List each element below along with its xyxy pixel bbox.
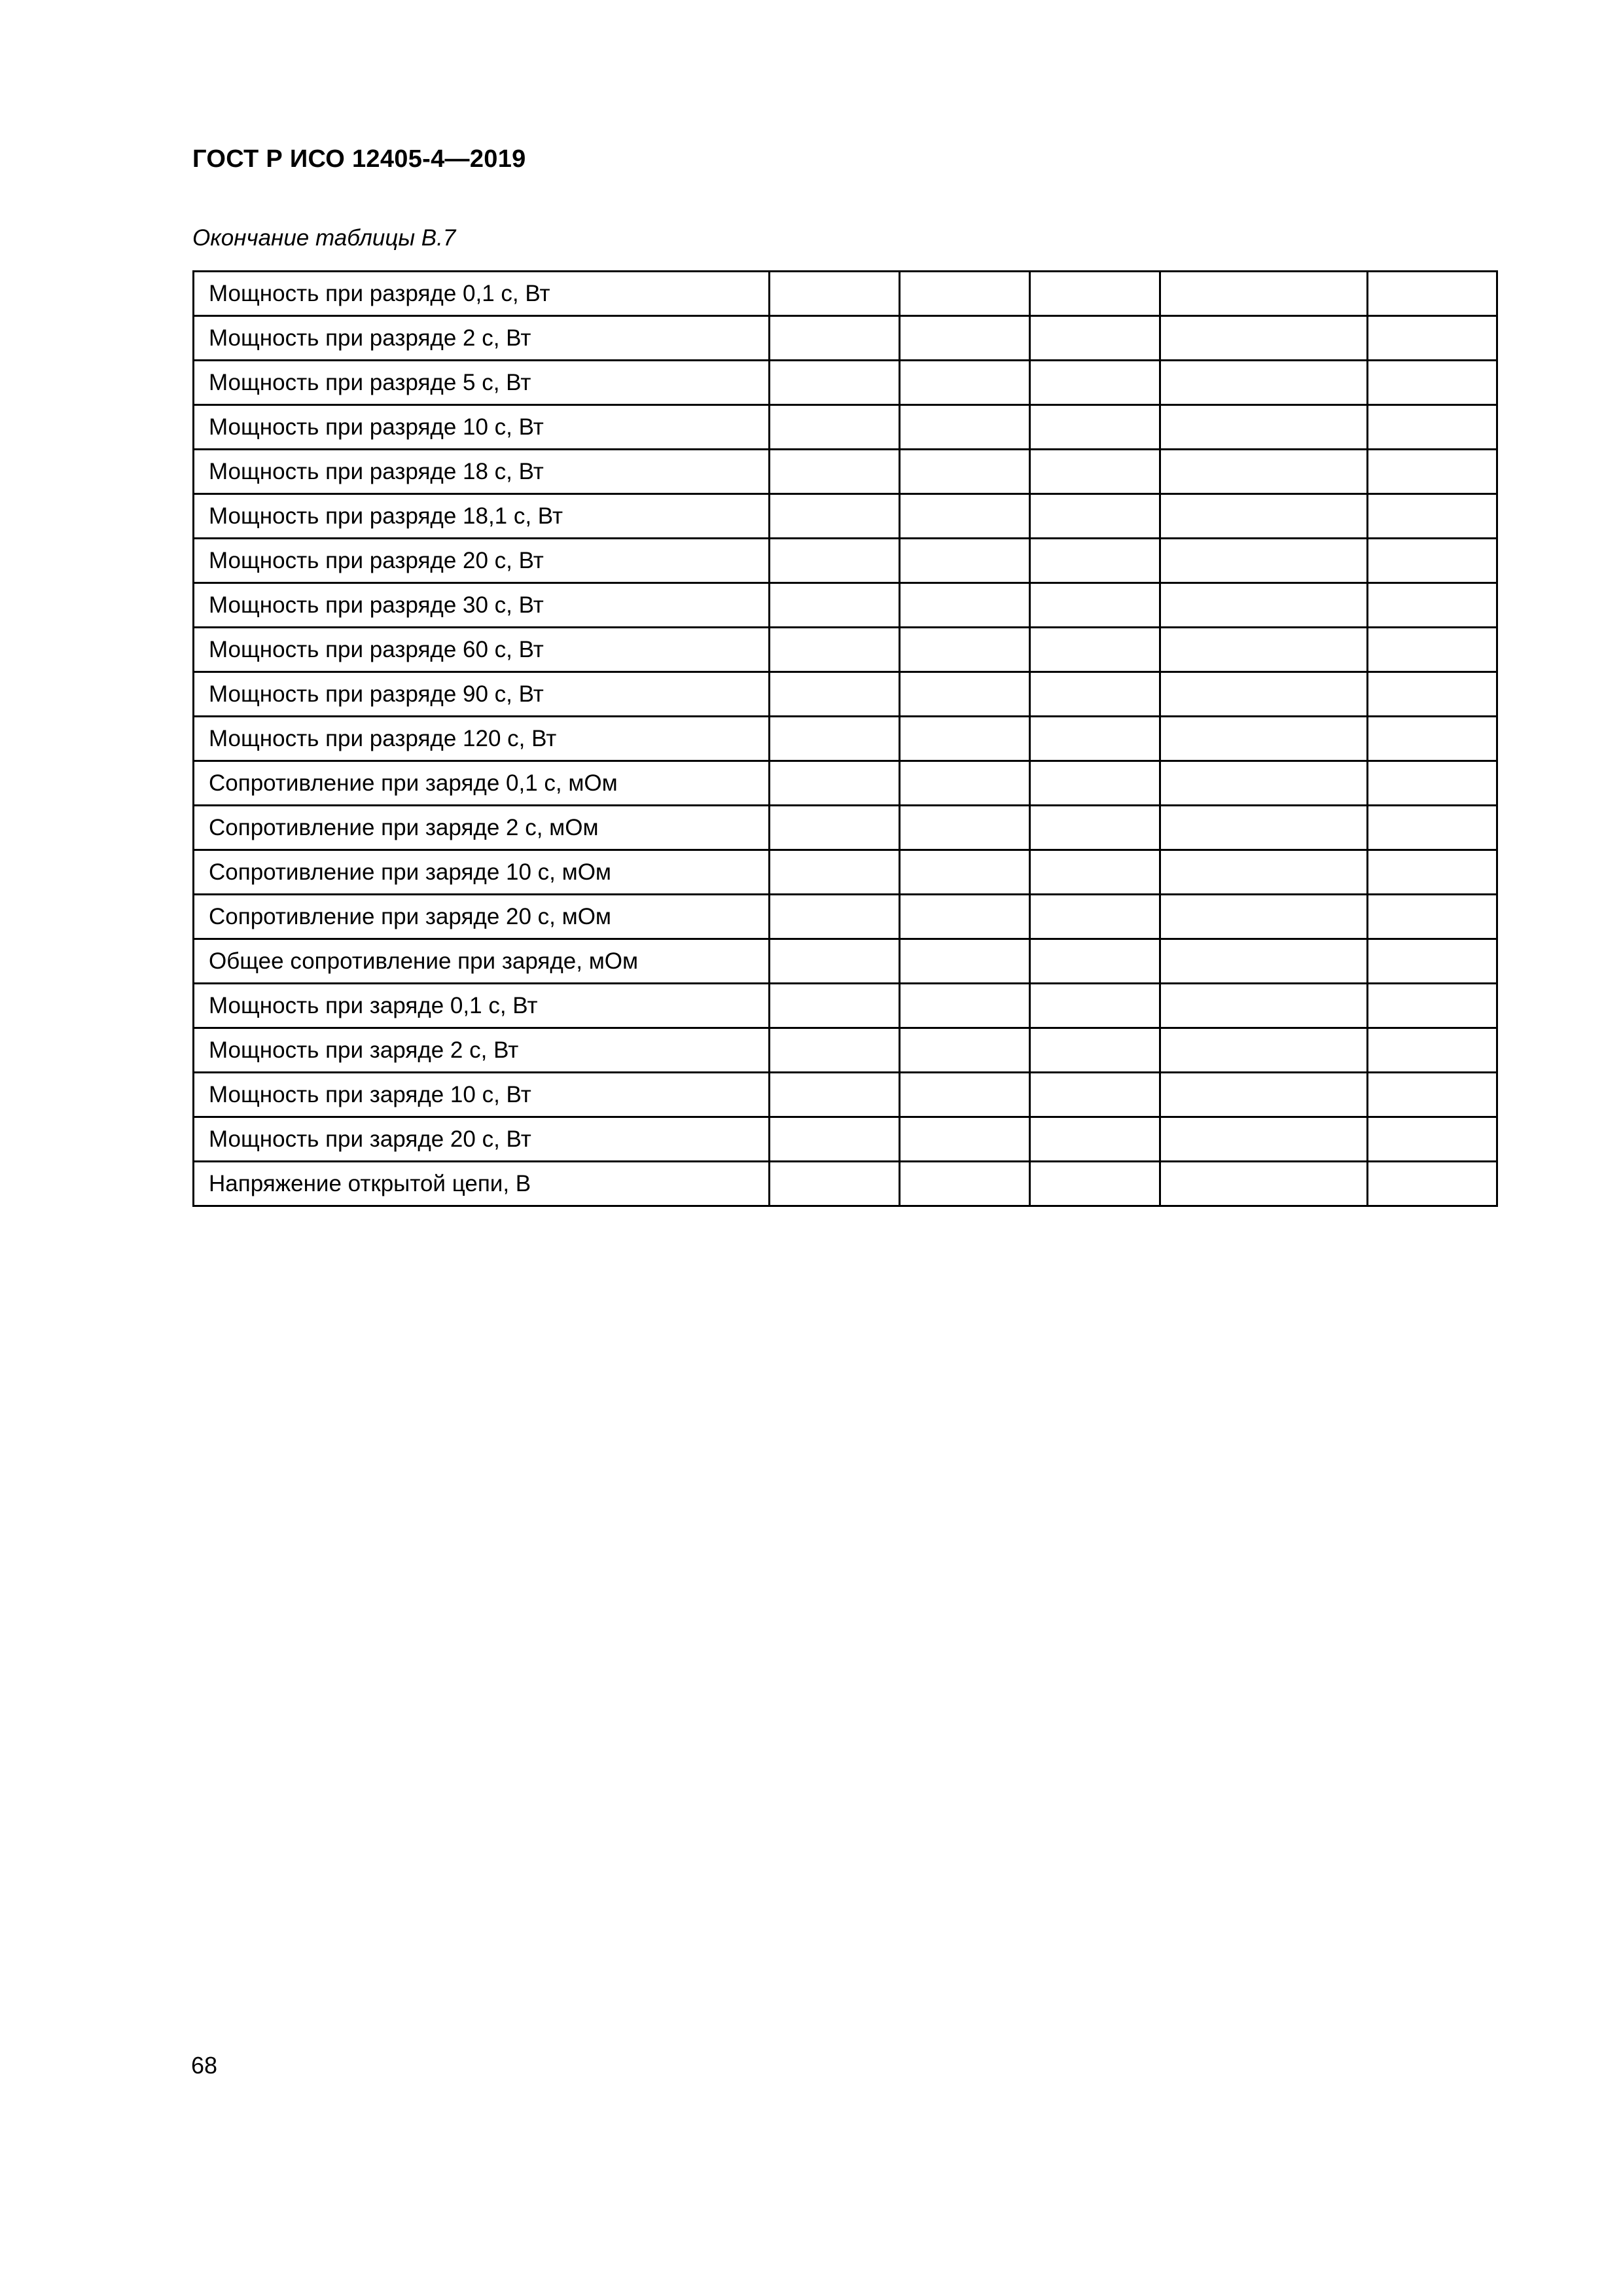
value-cell bbox=[900, 361, 1030, 405]
value-cell bbox=[1368, 1028, 1497, 1073]
value-cell bbox=[1160, 939, 1368, 984]
value-cell bbox=[770, 1073, 900, 1117]
value-cell bbox=[1368, 1162, 1497, 1206]
value-cell bbox=[1368, 1073, 1497, 1117]
value-cell bbox=[1030, 494, 1160, 539]
value-cell bbox=[1368, 939, 1497, 984]
parameter-label: Сопротивление при заряде 0,1 с, мОм bbox=[194, 761, 770, 806]
page-number: 68 bbox=[191, 2052, 218, 2079]
table-row bbox=[194, 1028, 1497, 1073]
value-cell bbox=[1030, 1028, 1160, 1073]
value-cell bbox=[1030, 850, 1160, 895]
value-cell bbox=[900, 672, 1030, 717]
value-cell bbox=[770, 939, 900, 984]
table-row bbox=[194, 539, 1497, 583]
value-cell bbox=[1030, 361, 1160, 405]
value-cell bbox=[1030, 672, 1160, 717]
value-cell bbox=[1160, 583, 1368, 628]
value-cell bbox=[1030, 272, 1160, 316]
value-cell bbox=[900, 1162, 1030, 1206]
value-cell bbox=[1160, 717, 1368, 761]
value-cell bbox=[1160, 628, 1368, 672]
value-cell bbox=[1368, 984, 1497, 1028]
table-row bbox=[194, 939, 1497, 984]
value-cell bbox=[1030, 1117, 1160, 1162]
value-cell bbox=[1368, 895, 1497, 939]
value-cell bbox=[770, 361, 900, 405]
value-cell bbox=[1030, 583, 1160, 628]
value-cell bbox=[770, 405, 900, 450]
parameter-label: Мощность при разряде 5 с, Вт bbox=[194, 361, 770, 405]
parameter-label: Мощность при заряде 2 с, Вт bbox=[194, 1028, 770, 1073]
table-row bbox=[194, 316, 1497, 361]
value-cell bbox=[1160, 272, 1368, 316]
parameter-label: Мощность при разряде 2 с, Вт bbox=[194, 316, 770, 361]
value-cell bbox=[900, 450, 1030, 494]
value-cell bbox=[770, 494, 900, 539]
value-cell bbox=[770, 628, 900, 672]
value-cell bbox=[1030, 405, 1160, 450]
value-cell bbox=[1160, 450, 1368, 494]
value-cell bbox=[1368, 1117, 1497, 1162]
value-cell bbox=[900, 717, 1030, 761]
parameter-label: Мощность при заряде 0,1 с, Вт bbox=[194, 984, 770, 1028]
value-cell bbox=[1160, 761, 1368, 806]
table-row bbox=[194, 806, 1497, 850]
value-cell bbox=[1160, 895, 1368, 939]
parameter-label: Мощность при разряде 18 с, Вт bbox=[194, 450, 770, 494]
value-cell bbox=[1030, 628, 1160, 672]
value-cell bbox=[900, 806, 1030, 850]
value-cell bbox=[1160, 405, 1368, 450]
value-cell bbox=[770, 806, 900, 850]
value-cell bbox=[770, 761, 900, 806]
value-cell bbox=[900, 895, 1030, 939]
value-cell bbox=[1030, 895, 1160, 939]
value-cell bbox=[1160, 1073, 1368, 1117]
parameter-label: Мощность при разряде 20 с, Вт bbox=[194, 539, 770, 583]
value-cell bbox=[1368, 361, 1497, 405]
value-cell bbox=[900, 761, 1030, 806]
value-cell bbox=[900, 405, 1030, 450]
value-cell bbox=[1368, 316, 1497, 361]
table-row bbox=[194, 672, 1497, 717]
value-cell bbox=[1030, 984, 1160, 1028]
value-cell bbox=[1030, 717, 1160, 761]
value-cell bbox=[770, 539, 900, 583]
table-row bbox=[194, 761, 1497, 806]
value-cell bbox=[900, 984, 1030, 1028]
value-cell bbox=[1030, 539, 1160, 583]
value-cell bbox=[770, 717, 900, 761]
value-cell bbox=[770, 450, 900, 494]
table-row bbox=[194, 361, 1497, 405]
value-cell bbox=[1160, 539, 1368, 583]
value-cell bbox=[900, 494, 1030, 539]
parameter-label: Сопротивление при заряде 20 с, мОм bbox=[194, 895, 770, 939]
value-cell bbox=[1368, 761, 1497, 806]
value-cell bbox=[1368, 450, 1497, 494]
value-cell bbox=[1368, 850, 1497, 895]
value-cell bbox=[1368, 717, 1497, 761]
table-row bbox=[194, 1117, 1497, 1162]
value-cell bbox=[1030, 806, 1160, 850]
parameter-label: Мощность при заряде 20 с, Вт bbox=[194, 1117, 770, 1162]
table-row bbox=[194, 984, 1497, 1028]
value-cell bbox=[770, 1117, 900, 1162]
value-cell bbox=[1030, 1073, 1160, 1117]
value-cell bbox=[900, 316, 1030, 361]
value-cell bbox=[1160, 316, 1368, 361]
value-cell bbox=[900, 1073, 1030, 1117]
value-cell bbox=[1368, 806, 1497, 850]
value-cell bbox=[1160, 984, 1368, 1028]
parameter-label: Мощность при разряде 120 с, Вт bbox=[194, 717, 770, 761]
value-cell bbox=[1368, 672, 1497, 717]
value-cell bbox=[1368, 539, 1497, 583]
table-row bbox=[194, 450, 1497, 494]
parameter-label: Мощность при заряде 10 с, Вт bbox=[194, 1073, 770, 1117]
value-cell bbox=[1160, 672, 1368, 717]
value-cell bbox=[770, 272, 900, 316]
parameter-label: Мощность при разряде 30 с, Вт bbox=[194, 583, 770, 628]
value-cell bbox=[900, 539, 1030, 583]
parameter-label: Сопротивление при заряде 2 с, мОм bbox=[194, 806, 770, 850]
value-cell bbox=[1368, 494, 1497, 539]
table-row bbox=[194, 583, 1497, 628]
parameter-label: Мощность при разряде 10 с, Вт bbox=[194, 405, 770, 450]
value-cell bbox=[1160, 361, 1368, 405]
value-cell bbox=[1368, 583, 1497, 628]
value-cell bbox=[770, 1162, 900, 1206]
parameter-label: Мощность при разряде 18,1 с, Вт bbox=[194, 494, 770, 539]
value-cell bbox=[1368, 272, 1497, 316]
value-cell bbox=[1030, 450, 1160, 494]
parameter-label: Мощность при разряде 0,1 с, Вт bbox=[194, 272, 770, 316]
table-body bbox=[194, 272, 1497, 1206]
value-cell bbox=[900, 939, 1030, 984]
value-cell bbox=[1030, 761, 1160, 806]
parameter-label: Общее сопротивление при заряде, мОм bbox=[194, 939, 770, 984]
table-row bbox=[194, 272, 1497, 316]
value-cell bbox=[770, 895, 900, 939]
parameter-label: Мощность при разряде 60 с, Вт bbox=[194, 628, 770, 672]
value-cell bbox=[770, 1028, 900, 1073]
value-cell bbox=[1030, 316, 1160, 361]
parameter-label: Мощность при разряде 90 с, Вт bbox=[194, 672, 770, 717]
value-cell bbox=[770, 583, 900, 628]
table-row bbox=[194, 1073, 1497, 1117]
value-cell bbox=[1160, 1117, 1368, 1162]
value-cell bbox=[900, 583, 1030, 628]
value-cell bbox=[1030, 1162, 1160, 1206]
value-cell bbox=[1368, 628, 1497, 672]
table-row bbox=[194, 405, 1497, 450]
value-cell bbox=[770, 316, 900, 361]
value-cell bbox=[900, 272, 1030, 316]
value-cell bbox=[770, 984, 900, 1028]
document-header: ГОСТ Р ИСО 12405-4—2019 bbox=[192, 145, 526, 173]
parameter-label: Сопротивление при заряде 10 с, мОм bbox=[194, 850, 770, 895]
value-cell bbox=[1160, 494, 1368, 539]
value-cell bbox=[770, 672, 900, 717]
parameters-table bbox=[192, 270, 1498, 1207]
value-cell bbox=[1160, 850, 1368, 895]
table-row bbox=[194, 717, 1497, 761]
table-row bbox=[194, 850, 1497, 895]
value-cell bbox=[1368, 405, 1497, 450]
value-cell bbox=[900, 1028, 1030, 1073]
value-cell bbox=[900, 850, 1030, 895]
value-cell bbox=[1160, 1162, 1368, 1206]
value-cell bbox=[770, 850, 900, 895]
value-cell bbox=[1030, 939, 1160, 984]
value-cell bbox=[900, 1117, 1030, 1162]
table-row bbox=[194, 1162, 1497, 1206]
value-cell bbox=[1160, 1028, 1368, 1073]
value-cell bbox=[900, 628, 1030, 672]
value-cell bbox=[1160, 806, 1368, 850]
parameter-label: Напряжение открытой цепи, В bbox=[194, 1162, 770, 1206]
table-row bbox=[194, 628, 1497, 672]
table-row bbox=[194, 895, 1497, 939]
table-caption: Окончание таблицы В.7 bbox=[192, 225, 456, 251]
table-row bbox=[194, 494, 1497, 539]
